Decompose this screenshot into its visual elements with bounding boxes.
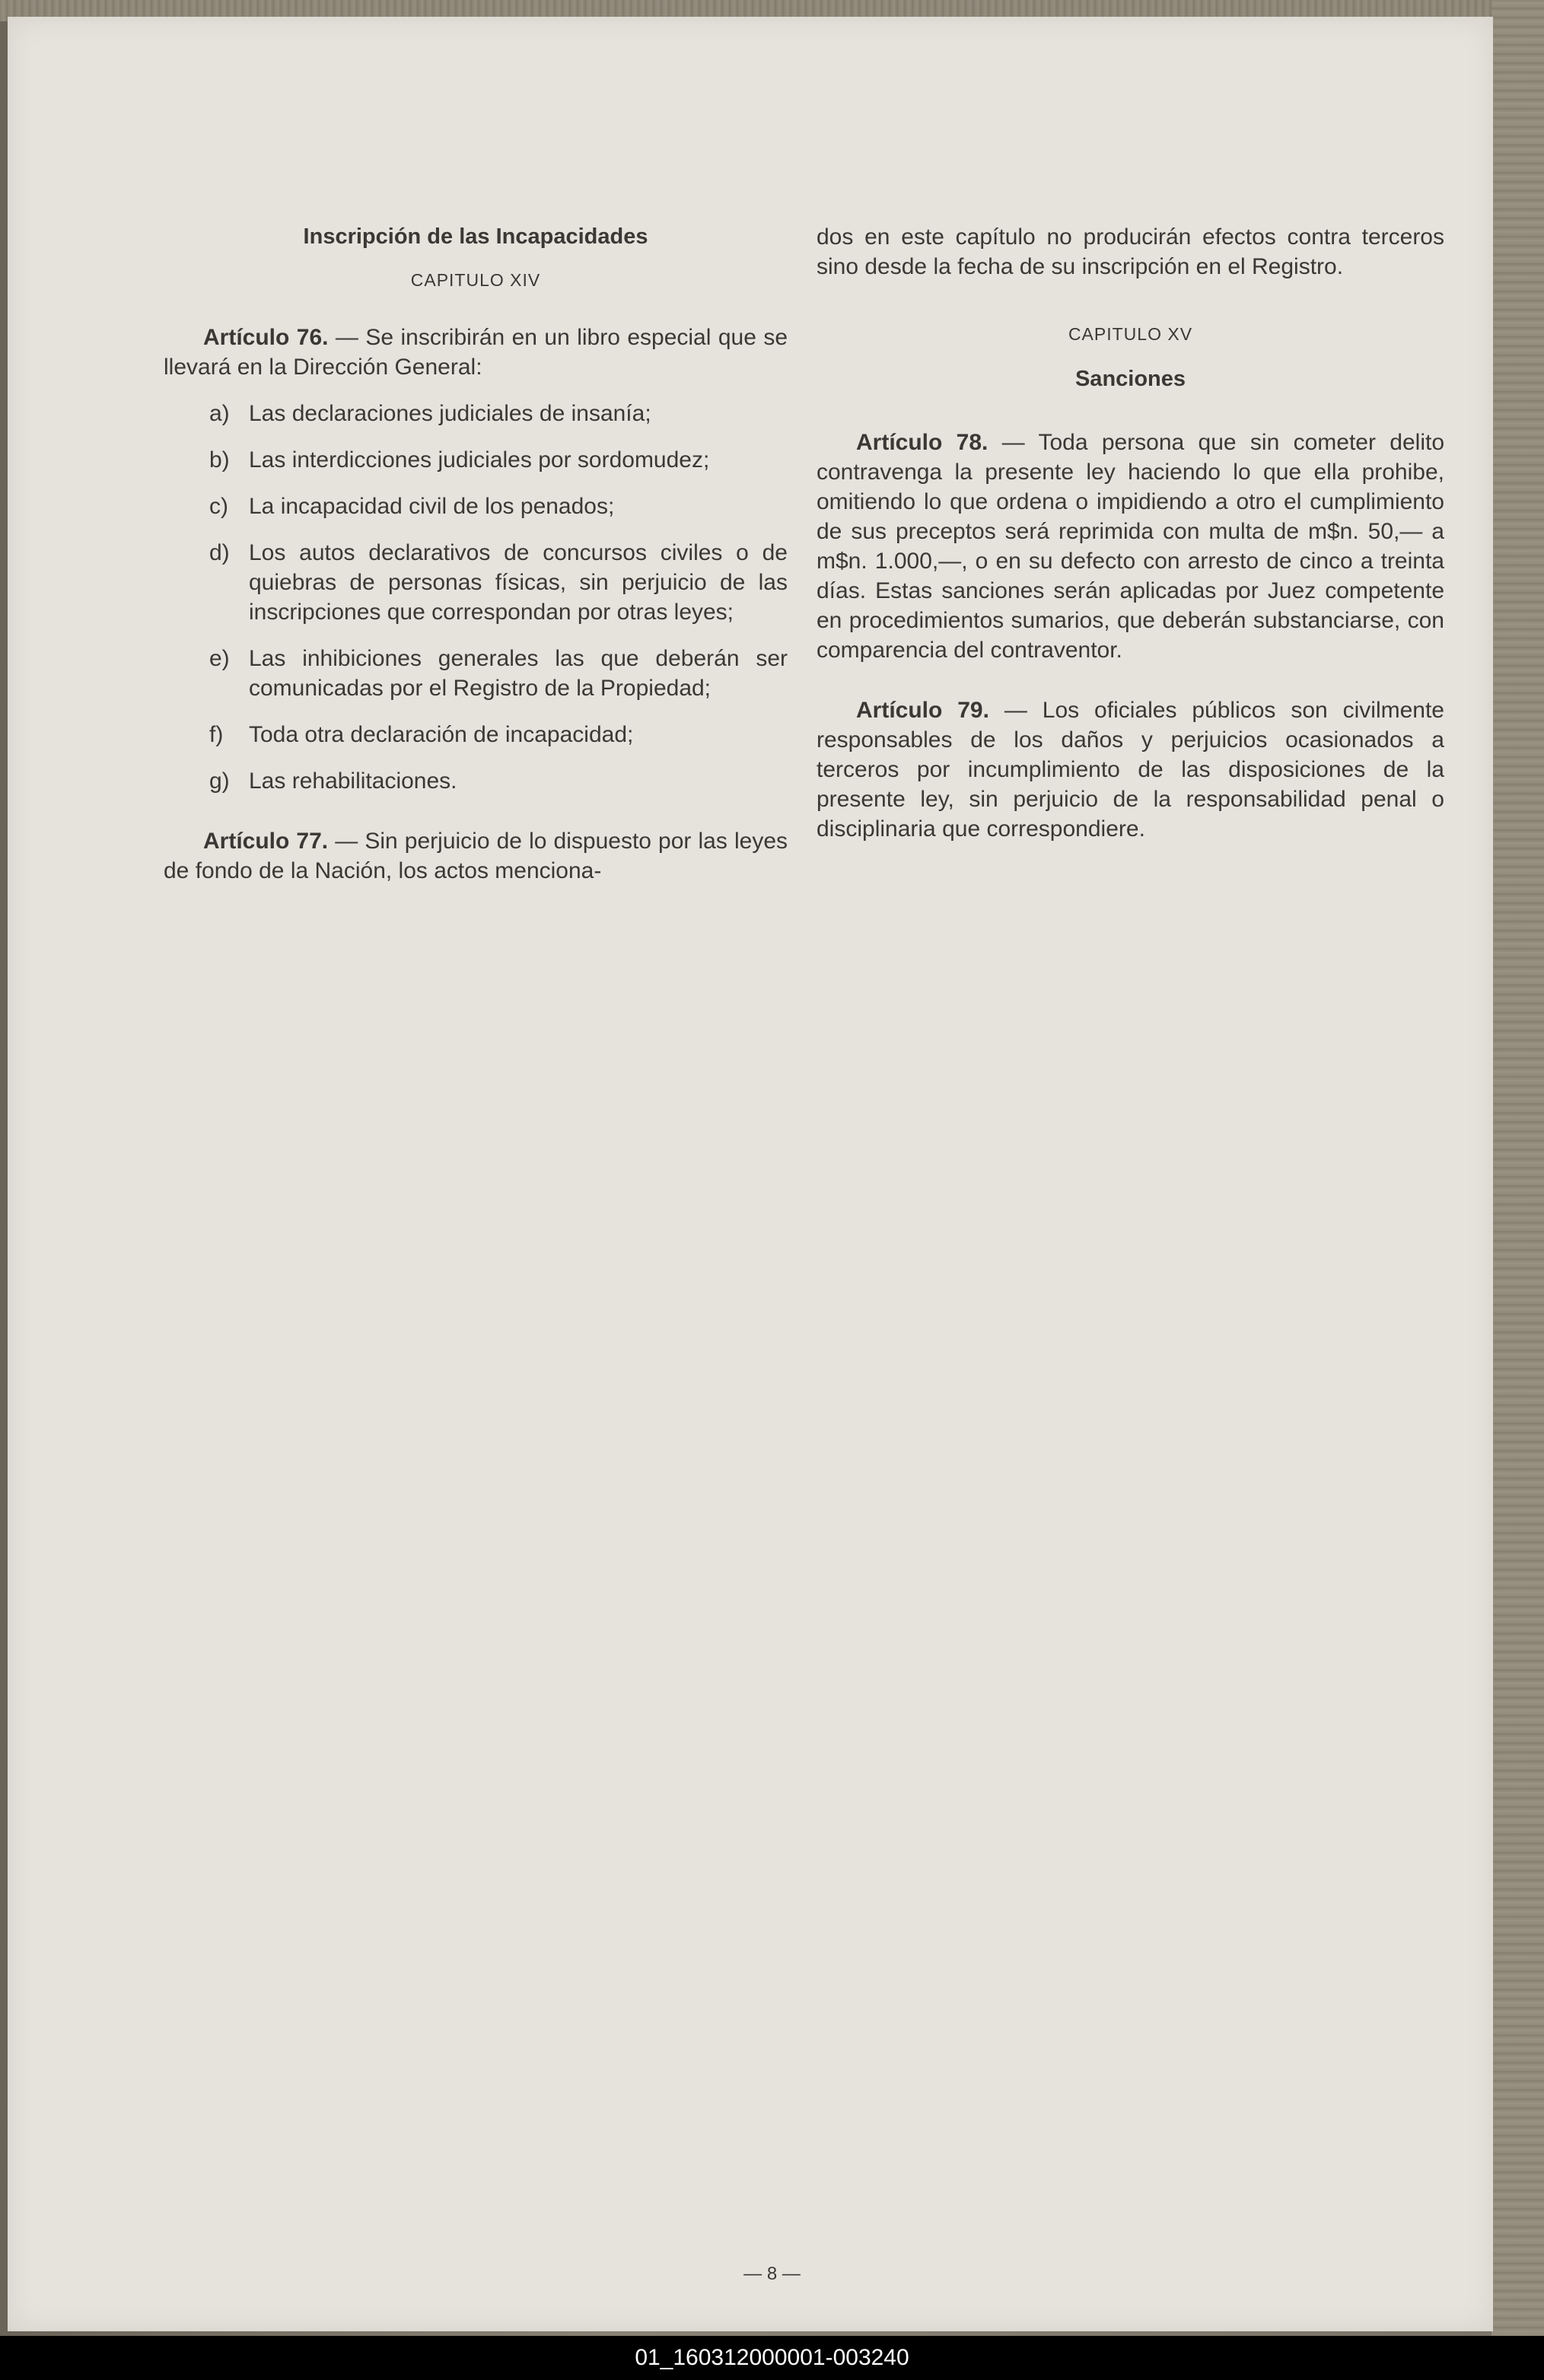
list-item: f) Toda otra declaración de incapacidad;	[209, 722, 634, 747]
document-page	[8, 17, 1493, 2331]
list-item: g) Las rehabilitaciones.	[209, 768, 457, 794]
article-77-text: — Sin perjuicio de lo dispuesto por las leyes de fondo de la Nación, los actos menciona-	[164, 829, 788, 883]
left-column	[164, 222, 788, 886]
page-number: — 8 —	[743, 2264, 801, 2284]
article-79-label: Artículo 79.	[856, 698, 989, 723]
section-heading: Inscripción de las Incapacidades	[303, 224, 648, 249]
list-item: e) Las inhibiciones generales las que deberán ser comunicadas por el Registro de la Propiedad;	[209, 646, 788, 701]
binding-cloth-spine	[1491, 0, 1544, 2336]
scan-id-footer: 01_160312000001-003240	[0, 2336, 1544, 2380]
article-79-text: — Los oficiales públicos son civilmente responsables de los daños y perjuicios ocasionados a terceros por incumplimiento de las disposiciones de la presente ley, sin perjuicio de la responsabilidad penal o disciplinaria que correspondiere.	[817, 698, 1444, 842]
list-item: a) Las declaraciones judiciales de insanía;	[209, 401, 651, 426]
article-78-text: — Toda persona que sin cometer delito contravenga la presente ley haciendo lo que ella prohibe, omitiendo lo que ordena o impidiendo a otro el cumplimiento de sus preceptos será reprimida con multa de m$n. 50,— a m$n. 1.000,—, o en su defecto con arresto de cinco a treinta días. Estas sanciones serán aplicadas por Juez competente en procedimientos sumarios, que deberán substanciarse, con comparencia del contraventor.	[817, 430, 1444, 663]
article-77-label: Artículo 77.	[203, 829, 329, 854]
right-column	[817, 222, 1444, 844]
chapter-label: CAPITULO XV	[1068, 324, 1193, 344]
chapter-label: CAPITULO XIV	[410, 270, 541, 290]
article-77-continuation: dos en este capítulo no producirán efectos contra terceros sino desde la fecha de su inscripción en el Registro.	[817, 224, 1444, 279]
article-76-list	[164, 399, 788, 796]
article-76	[164, 323, 788, 382]
article-76-label: Artículo 76.	[203, 325, 329, 350]
list-item: c) La incapacidad civil de los penados;	[209, 494, 615, 519]
section-heading: Sanciones	[1074, 367, 1186, 391]
article-79	[817, 695, 1444, 844]
article-77	[164, 826, 788, 886]
article-78-label: Artículo 78.	[856, 430, 988, 455]
list-item: b) Las interdicciones judiciales por sordomudez;	[209, 447, 710, 473]
article-76-text: — Se inscribirán en un libro especial que se llevará en la Dirección General:	[164, 325, 788, 380]
article-78	[817, 428, 1444, 665]
list-item: d) Los autos declarativos de concursos civiles o de quiebras de personas físicas, sin perjuicio de las inscripciones que correspondan por otras leyes;	[209, 540, 788, 625]
